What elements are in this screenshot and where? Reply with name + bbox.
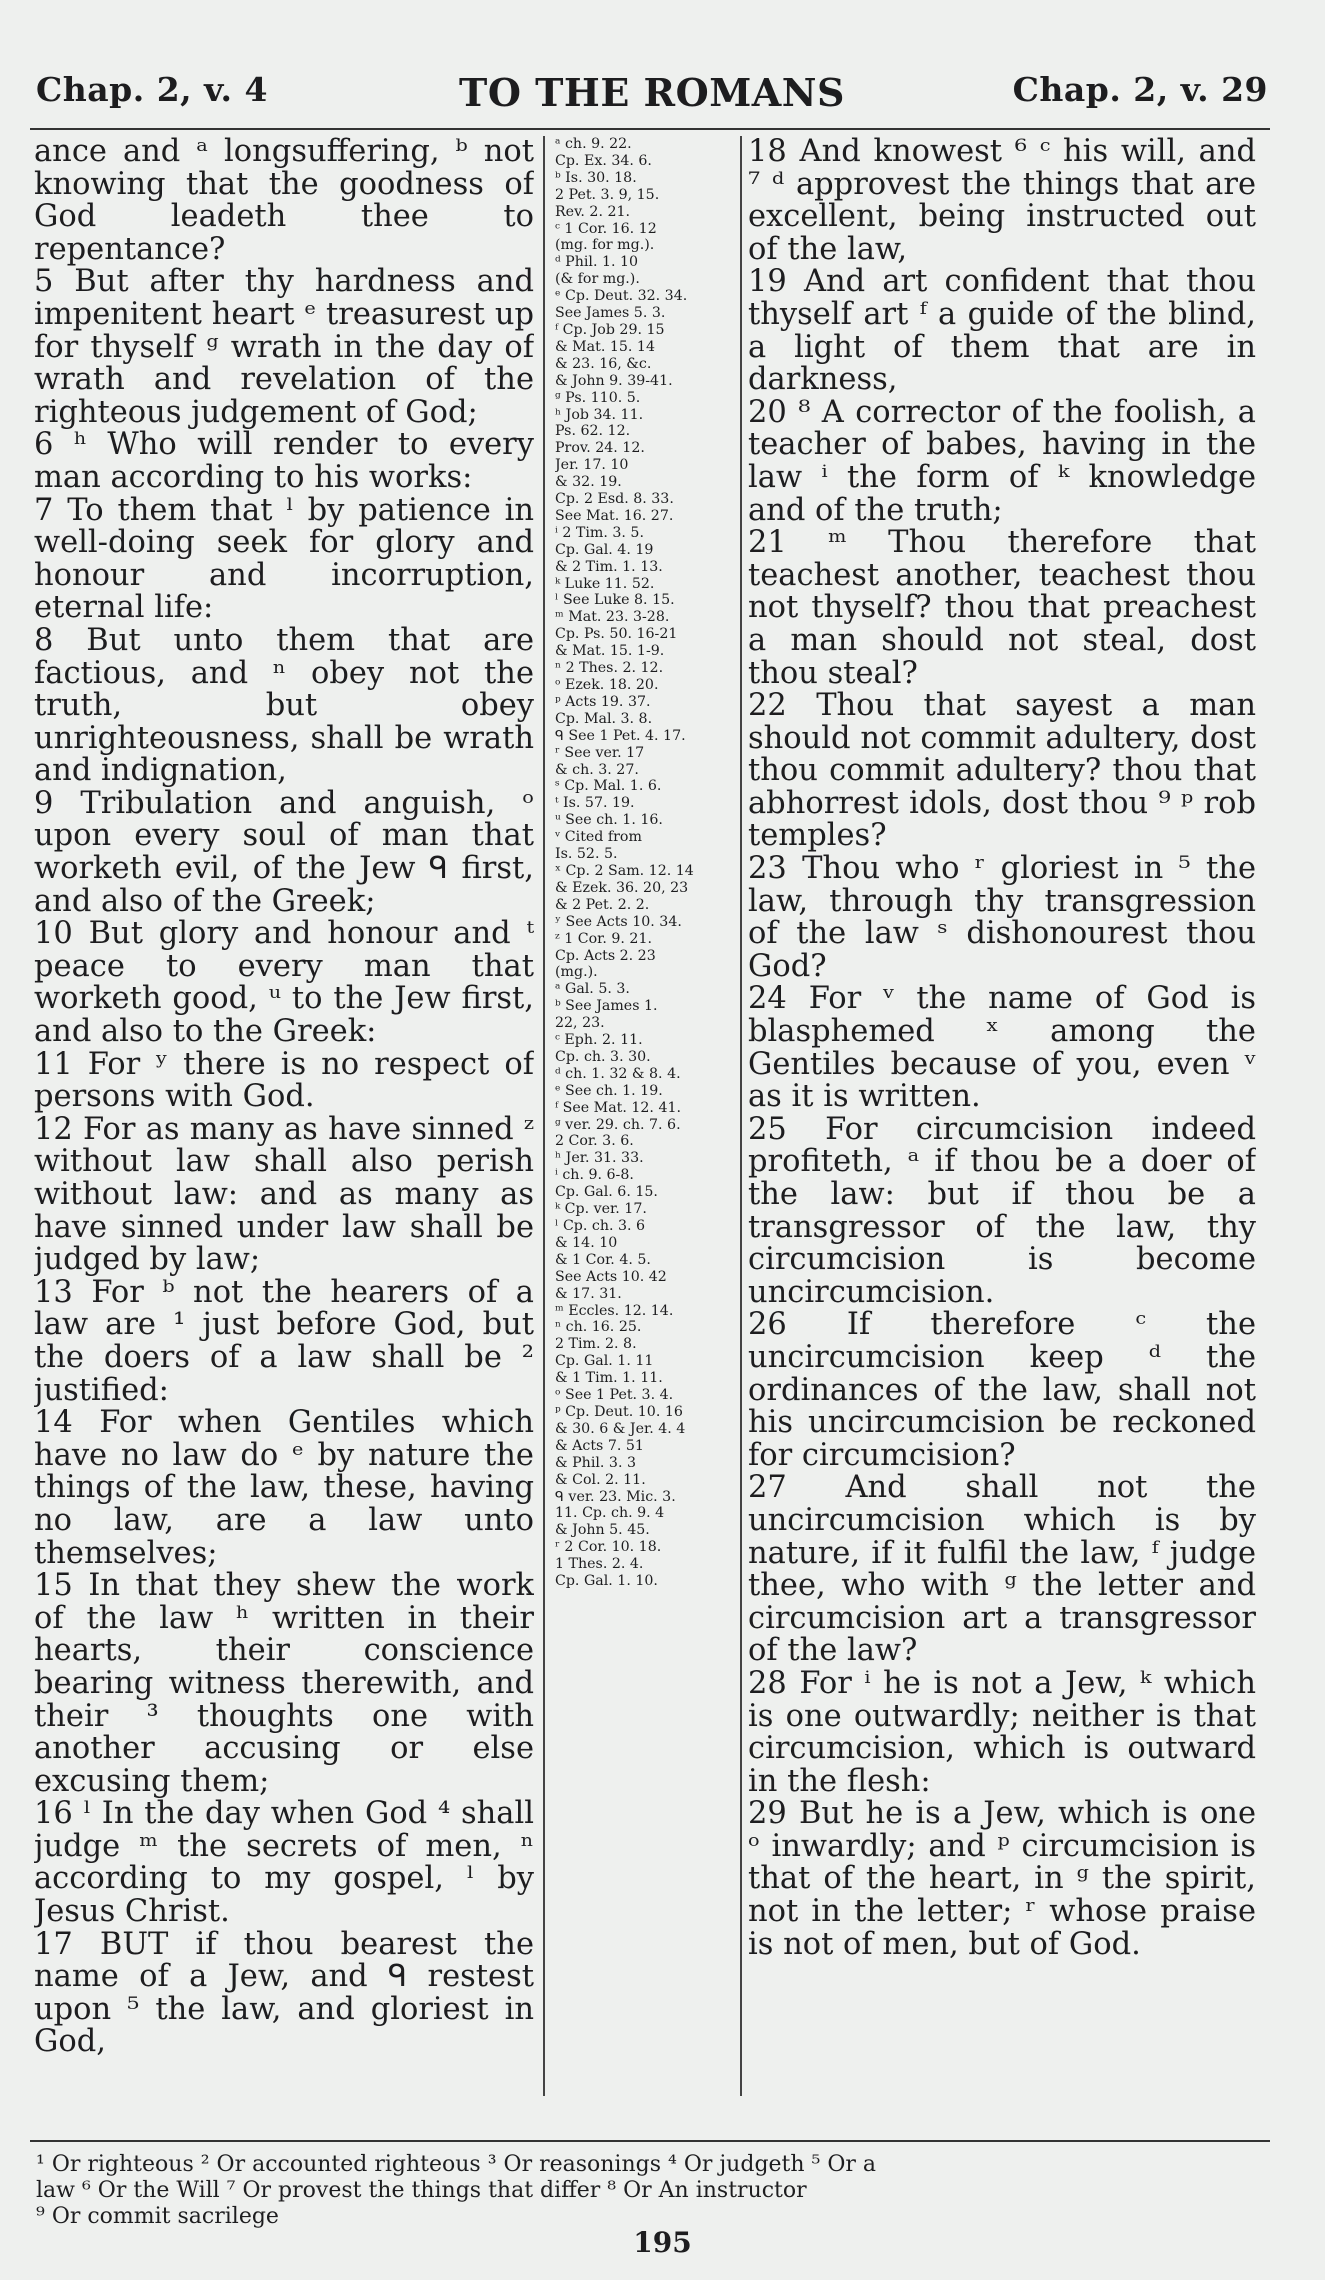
verse-10: 10 But glory and honour and ᵗ peace to every man that worketh good, ᵘ to the Jew first, and also to the Greek: [34,916,534,1050]
verse-6: 6 ʰ Who will render to every man according to his works: [34,427,534,495]
verse-16: 16 ˡ In the day when God ⁴ shall judge ᵐ the secrets of men, ⁿ according to my gospel, ˡ by Jesus Christ. [34,1796,534,1930]
verse-12: 12 For as many as have sinned ᶻ without law shall also perish without law: and as many as have sinned under law shall be judged by law; [34,1111,534,1278]
reference-entry: ᵍ ver. 29. ch. 7. 6. 2 Cor. 3. 6. [555,1116,681,1150]
reference-entry: ʰ Job 34. 11. Ps. 62. 12. Prov. 24. 12. Jer. 17. 10 & 32. 19. Cp. 2 Esd. 8. 33. See Mat. 16. 27. [555,406,674,524]
verse-9: 9 Tribulation and anguish, ᵒ upon every soul of man that worketh evil, of the Jew ᑫ first, and also of the Greek; [34,785,534,919]
header-book-title: TO THE ROMANS [459,70,845,115]
reference-entry: ᵒ See 1 Pet. 3. 4. [555,1387,674,1404]
reference-entry: ᶠ See Mat. 12. 41. [555,1099,682,1116]
footnote-line: ⁹ Or commit sacrilege [36,2204,279,2229]
verse-21: 21 ᵐ Thou therefore that teachest another, teachest thou not thyself? thou that preachest a man should not steal, dost thou steal? [748,525,1256,691]
verse-13: 13 For ᵇ not the hearers of a law are ¹ just before God, but the doers of a law shall be ² justified: [34,1274,534,1408]
verse-19: 19 And art confident that thou thyself art ᶠ a guide of the blind, a light of them that are in darkness, [748,264,1256,398]
verse-28: 28 For ⁱ he is not a Jew, ᵏ which is one outwardly; neither is that circumcision, which is outward in the flesh: [748,1665,1256,1799]
reference-entry: ᵃ ch. 9. 22. Cp. Ex. 34. 6. [555,136,652,169]
verse-26: 26 If therefore ᶜ the uncircumcision keep ᵈ the ordinances of the law, shall not his uncircumcision be reckoned for circumcision? [748,1307,1256,1473]
reference-entry: ᵗ Is. 57. 19. [555,795,635,812]
reference-entry: ᵐ Eccles. 12. 14. [555,1302,674,1319]
column-divider-right [740,136,742,2096]
verse-27: 27 And shall not the uncircumcision which is by nature, if it fulfil the law, ᶠ judge thee, who with ᵍ the letter and circumcision art a transgressor of the law? [748,1470,1256,1669]
verse-5: 5 But after thy hardness and impenitent heart ᵉ treasurest up for thyself ᵍ wrath in the day of wrath and revelation of the righteous judgement of God; [34,264,534,430]
reference-entry: ᵖ Acts 19. 37. Cp. Mal. 3. 8. [555,693,653,727]
column-divider-left [543,136,545,2096]
reference-entry: ⁱ 2 Tim. 3. 5. Cp. Gal. 4. 19 & 2 Tim. 1. 13. [555,524,663,575]
reference-entry: ᵍ Ps. 110. 5. [555,389,641,406]
reference-entry: ᑫ See 1 Pet. 4. 17. [555,727,686,744]
reference-entry: ᵇ Is. 30. 18. 2 Pet. 3. 9, 15. Rev. 2. 21. [555,169,660,220]
reference-entry: ʰ Jer. 31. 33. [555,1150,644,1167]
reference-entry: ᵃ Gal. 5. 3. [555,981,630,998]
reference-entry: ⁱ ch. 9. 6-8. Cp. Gal. 6. 15. [555,1167,658,1201]
reference-entry: ᶠ Cp. Job 29. 15 & Mat. 15. 14 & 23. 16, &c. & John 9. 39-41. [555,321,673,389]
footnote-line: ¹ Or righteous ² Or accounted righteous ³ Or reasonings ⁴ Or judgeth ⁵ Or a [36,2152,877,2177]
reference-entry: ʸ See Acts 10. 34. [555,913,682,930]
reference-entry: ˡ See Luke 8. 15. [555,592,675,609]
text-column-right [748,136,1256,1961]
verse-fragment: ance and ᵃ longsuffering, ᵇ not knowing that the goodness of God leadeth thee to repentance? [34,136,534,267]
reference-entry: ᶜ Eph. 2. 11. Cp. ch. 3. 30. [555,1032,651,1065]
reference-entry: ᵒ Ezek. 18. 20. [555,677,659,693]
running-header [36,70,1268,130]
text-column-left [34,136,534,2059]
reference-entry: ᵖ Cp. Deut. 10. 16 & 30. 6 & Jer. 4. 4 & Acts 7. 51 & Phil. 3. 3 & Col. 2. 11. [555,1403,686,1488]
reference-entry: ʳ 2 Cor. 10. 18. 1 Thes. 2. 4. Cp. Gal. 1. 10. [555,1539,662,1590]
header-rule [30,128,1270,130]
reference-entry: ᵏ Cp. ver. 17. [555,1201,647,1218]
verse-15: 15 In that they shew the work of the law ʰ written in their hearts, their conscience bearing witness therewith, and their ³ thoughts one with another accusing or else excusing them; [34,1568,534,1799]
verse-22: 22 Thou that sayest a man should not commit adultery, dost thou commit adultery? thou that abhorrest idols, dost thou ⁹ ᵖ rob temples? [748,688,1256,854]
verse-14: 14 For when Gentiles which have no law do ᵉ by nature the things of the law, these, having no law, are a law unto themselves; [34,1405,534,1571]
reference-entry: ᵏ Luke 11. 52. [555,575,655,592]
header-chapter-start: Chap. 2, v. 4 [36,70,268,109]
reference-entry: ˡ Cp. ch. 3. 6 & 14. 10 & 1 Cor. 4. 5. See Acts 10. 42 & 17. 31. [555,1218,667,1302]
verse-8: 8 But unto them that are factious, and ⁿ obey not the truth, but obey unrighteousness, shall be wrath and indignation, [34,622,534,789]
reference-entry: ʳ See ver. 17 & ch. 3. 27. [555,744,645,778]
reference-entry: ⁿ ch. 16. 25. 2 Tim. 2. 8. Cp. Gal. 1. 11 & 1 Tim. 1. 11. [555,1319,663,1387]
reference-entry: ᵐ Mat. 23. 3-28. Cp. Ps. 50. 16-21 & Mat. 15. 1-9. [555,609,678,660]
reference-entry: ᵘ See ch. 1. 16. [555,812,663,829]
verse-17: 17 BUT if thou bearest the name of a Jew, and ᑫ restest upon ⁵ the law, and gloriest in God, [34,1926,534,2060]
reference-entry: ˢ Cp. Mal. 1. 6. [555,778,662,795]
reference-entry: ᶻ 1 Cor. 9. 21. Cp. Acts 2. 23 (mg.). [555,930,656,981]
verse-25: 25 For circumcision indeed profiteth, ᵃ if thou be a doer of the law: but if thou be a transgressor of the law, thy circumcision is become uncircumcision. [748,1111,1256,1310]
reference-entry: ᶜ 1 Cor. 16. 12 (mg. for mg.). [555,220,657,254]
reference-entry: ᵉ See ch. 1. 19. [555,1082,663,1099]
reference-entry: ᵈ Phil. 1. 10 (& for mg.). [555,254,640,288]
reference-entry: ᵈ ch. 1. 32 & 8. 4. [555,1065,681,1082]
reference-entry: ᵇ See James 1. 22, 23. [555,998,658,1032]
reference-entry: ᵛ Cited from Is. 52. 5. [555,829,642,863]
verse-29: 29 But he is a Jew, which is one ᵒ inwardly; and ᵖ circumcision is that of the heart, in ᵍ the spirit, not in the letter; ʳ whose praise is not of men, but of God. [748,1796,1256,1962]
footnotes [36,2152,1268,2230]
footnote-rule [30,2140,1270,2142]
verse-18: 18 And knowest ⁶ ᶜ his will, and ⁷ ᵈ approvest the things that are excellent, being instructed out of the law, [748,136,1256,267]
reference-column [555,136,733,1590]
reference-entry: ⁿ 2 Thes. 2. 12. [555,660,664,677]
reference-entry: ᑫ ver. 23. Mic. 3. 11. Cp. ch. 9. 4 & John 5. 45. [555,1488,676,1539]
reference-entry: ˣ Cp. 2 Sam. 12. 14 & Ezek. 36. 20, 23 & 2 Pet. 2. 2. [555,862,694,913]
page-number: 195 [633,2226,692,2259]
reference-entry: ᵉ Cp. Deut. 32. 34. See James 5. 3. [555,288,688,322]
verse-20: 20 ⁸ A corrector of the foolish, a teacher of babes, having in the law ⁱ the form of ᵏ knowledge and of the truth; [748,394,1256,528]
verse-24: 24 For ᵛ the name of God is blasphemed ˣ among the Gentiles because of you, even ᵛ as it is written. [748,981,1256,1115]
footnote-line: law ⁶ Or the Will ⁷ Or provest the things that differ ⁸ Or An instructor [36,2178,807,2203]
verse-23: 23 Thou who ʳ gloriest in ⁵ the law, through thy transgression of the law ˢ dishonourest thou God? [748,851,1256,984]
verse-7: 7 To them that ˡ by patience in well-doing seek for glory and honour and incorruption, eternal life: [34,492,534,626]
verse-11: 11 For ʸ there is no respect of persons with God. [34,1046,534,1115]
header-chapter-end: Chap. 2, v. 29 [1012,70,1268,109]
